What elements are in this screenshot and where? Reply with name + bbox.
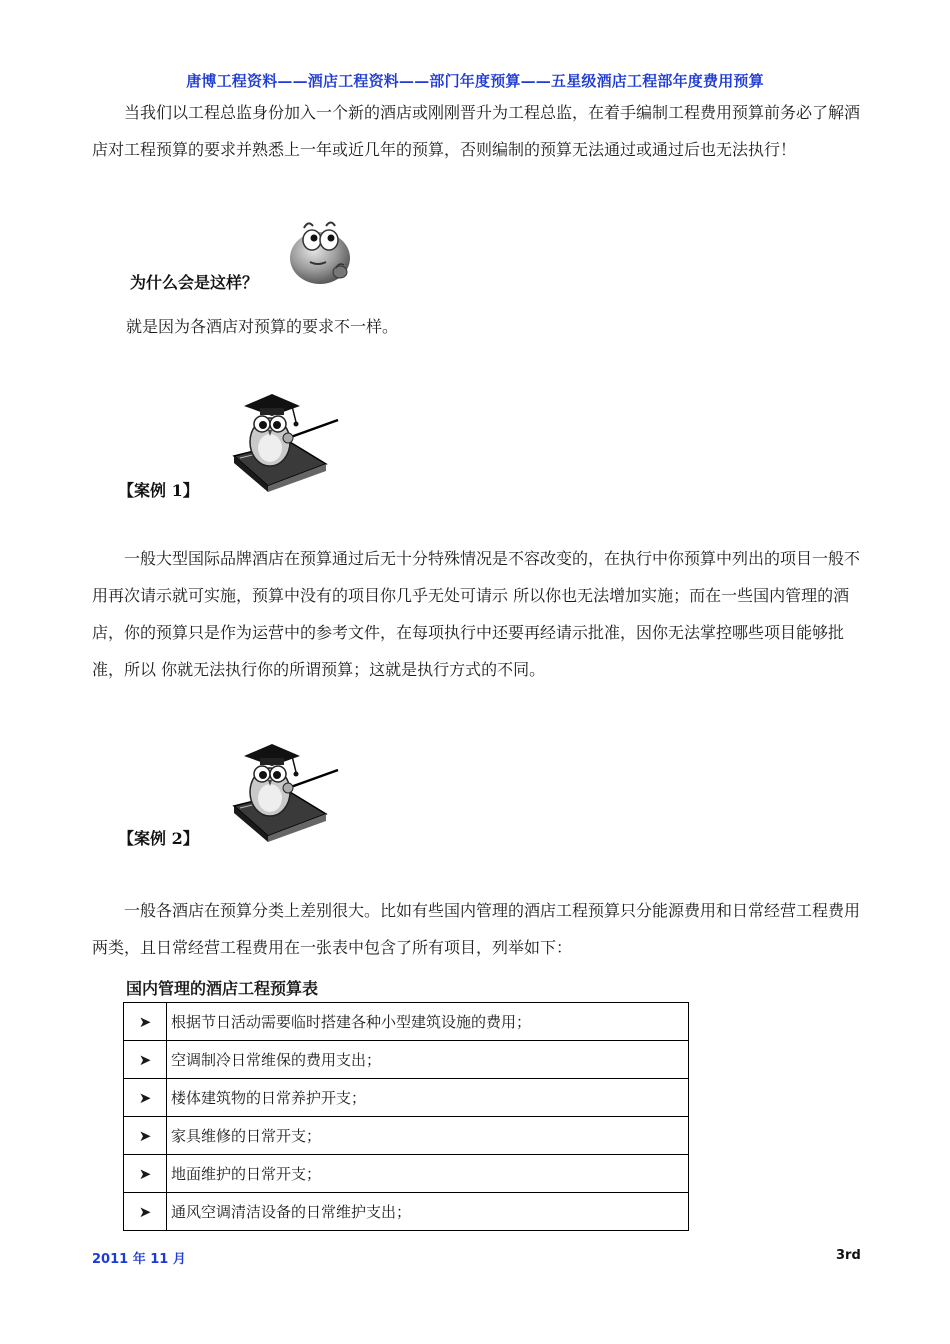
budget-table [123,1002,689,1231]
arrow-bullet-icon: ➤ [124,1041,167,1079]
footer-date: 2011 年 11 月 [92,1252,186,1267]
thinking-mascot-icon [286,218,356,288]
owl-professor-icon [230,386,342,494]
table-cell: 根据节日活动需要临时搭建各种小型建筑设施的费用； [167,1003,689,1041]
why-answer-text: 就是因为各酒店对预算的要求不一样。 [126,317,399,336]
arrow-bullet-icon: ➤ [124,1193,167,1231]
table-cell: 家具维修的日常开支； [167,1117,689,1155]
table-cell: 空调制冷日常维保的费用支出； [167,1041,689,1079]
footer-page-number: 3rd [836,1248,861,1263]
arrow-bullet-icon: ➤ [124,1155,167,1193]
table-row [124,1117,689,1155]
case-1-label: 【案例 1】 [118,481,199,500]
table-row [124,1193,689,1231]
intro-paragraph: 当我们以工程总监身份加入一个新的酒店或刚刚晋升为工程总监，在着手编制工程费用预算前务必了解酒店对工程预算的要求并熟悉上一年或近几年的预算，否则编制的预算无法通过或通过后也无法执行！ [92,103,861,159]
table-cell: 楼体建筑物的日常养护开支； [167,1079,689,1117]
budget-table-title: 国内管理的酒店工程预算表 [126,979,319,998]
table-cell: 通风空调清洁设备的日常维护支出； [167,1193,689,1231]
arrow-bullet-icon: ➤ [124,1117,167,1155]
table-row [124,1079,689,1117]
table-cell: 地面维护的日常开支； [167,1155,689,1193]
why-question-label: 为什么会是这样？ [130,273,259,292]
table-row [124,1041,689,1079]
case-2-label: 【案例 2】 [118,829,199,848]
table-row [124,1003,689,1041]
document-header-title: 唐博工程资料——酒店工程资料——部门年度预算——五星级酒店工程部年度费用预算 [186,72,764,90]
arrow-bullet-icon: ➤ [124,1003,167,1041]
arrow-bullet-icon: ➤ [124,1079,167,1117]
owl-professor-icon [230,736,342,844]
case-1-paragraph: 一般大型国际品牌酒店在预算通过后无十分特殊情况是不容改变的，在执行中你预算中列出的项目一般不用再次请示就可实施，预算中没有的项目你几乎无处可请示 所以你也无法增加实施；而在一些国内管理的酒店，你的预算只是作为运营中的参考文件，在每项执行中还要再经请示批准，因你无法掌控哪些项目能够批准，所以 你就无法执行你的所谓预算；这就是执行方式的不同。 [92,549,861,679]
table-row [124,1155,689,1193]
case-2-paragraph: 一般各酒店在预算分类上差别很大。比如有些国内管理的酒店工程预算只分能源费用和日常经营工程费用两类，且日常经营工程费用在一张表中包含了所有项目，列举如下： [92,901,861,957]
